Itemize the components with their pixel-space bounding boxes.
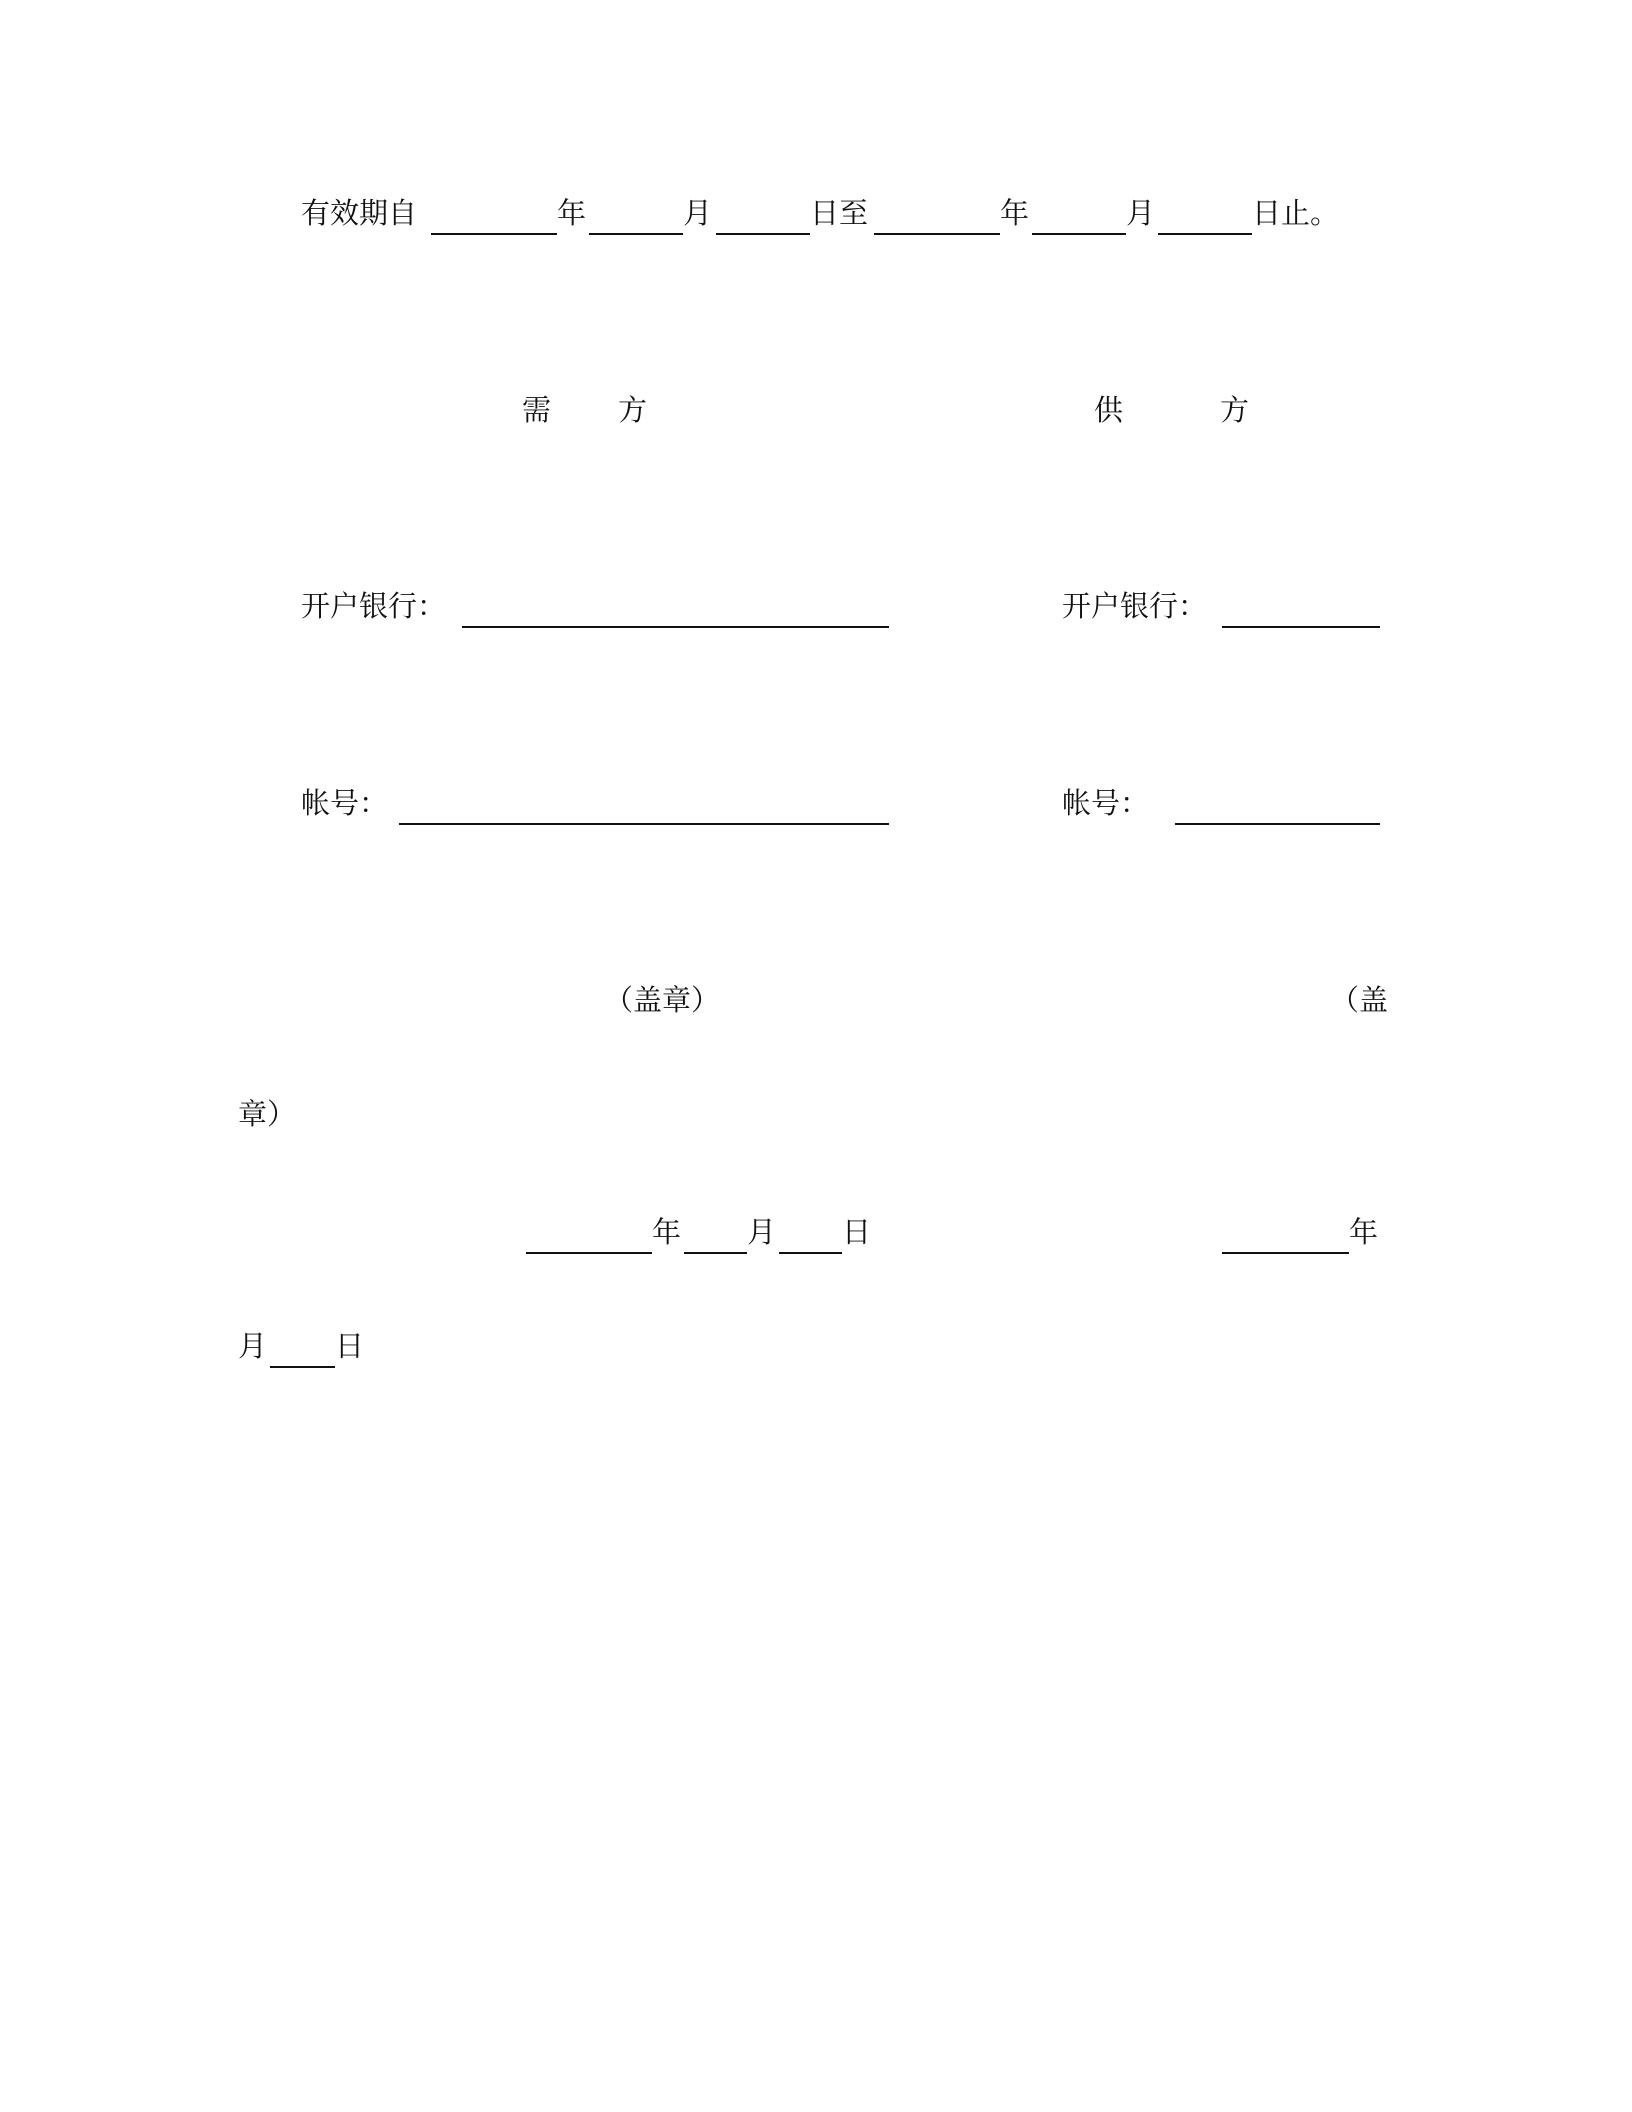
demand-date-month-label: 月 [747,1215,777,1249]
demand-party-heading-char2: 方 [618,393,648,427]
validity-start-year-field[interactable] [431,233,557,235]
demand-account-field[interactable] [399,823,889,825]
demand-bank-field[interactable] [462,626,889,628]
supply-date-month-label: 月 [238,1329,268,1363]
supply-date-day-field[interactable] [270,1366,335,1368]
supply-party-heading-char2: 方 [1220,393,1250,427]
demand-seal-label: （盖章） [604,983,721,1017]
supply-account-label: 帐号： [1062,786,1150,820]
validity-end-day-field[interactable] [1158,233,1252,235]
validity-day-to-label: 日至 [810,196,869,230]
validity-start-day-field[interactable] [716,233,810,235]
supply-bank-field[interactable] [1222,626,1380,628]
supply-seal-label-part1: （盖 [1330,983,1389,1017]
validity-prefix: 有效期自 [301,196,418,230]
supply-date-year-label: 年 [1349,1215,1379,1249]
demand-account-label: 帐号： [301,786,389,820]
validity-month-label-2: 月 [1126,196,1156,230]
supply-bank-label: 开户银行： [1062,589,1208,623]
demand-date-year-field[interactable] [526,1252,652,1254]
validity-month-label-1: 月 [683,196,713,230]
supply-date-day-label: 日 [335,1329,365,1363]
supply-account-field[interactable] [1175,823,1380,825]
validity-end-year-field[interactable] [874,233,1000,235]
demand-date-day-field[interactable] [779,1252,842,1254]
demand-date-day-label: 日 [842,1215,872,1249]
supply-party-heading-char1: 供 [1094,393,1124,427]
demand-date-year-label: 年 [652,1215,682,1249]
validity-end-month-field[interactable] [1032,233,1126,235]
demand-party-heading-char1: 需 [522,393,552,427]
supply-date-year-field[interactable] [1222,1252,1349,1254]
demand-date-month-field[interactable] [684,1252,747,1254]
validity-year-label-2: 年 [1000,196,1030,230]
validity-start-month-field[interactable] [589,233,683,235]
validity-day-end-label: 日止。 [1252,196,1340,230]
demand-bank-label: 开户银行： [301,589,447,623]
validity-year-label-1: 年 [557,196,587,230]
supply-seal-label-part2: 章） [238,1097,297,1131]
